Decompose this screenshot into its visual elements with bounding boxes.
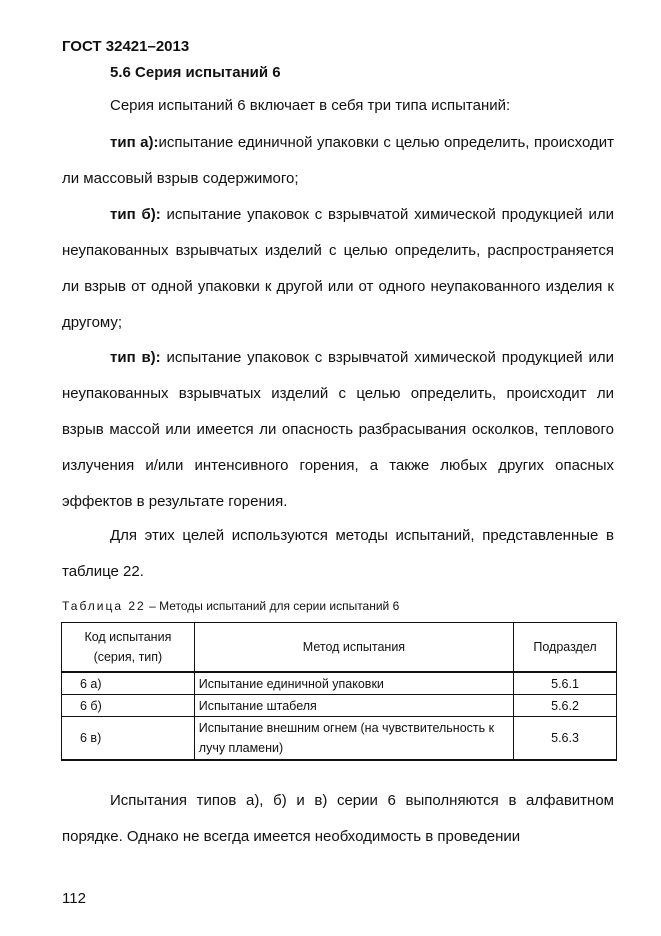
- subsection-cell: 5.6.2: [514, 695, 617, 717]
- intro-paragraph: Серия испытаний 6 включает в себя три типа испытаний:: [110, 97, 511, 114]
- table-header-row: [62, 623, 617, 673]
- test-type-c-label: тип в):: [110, 349, 161, 366]
- subsection-cell: 5.6.1: [514, 672, 617, 695]
- table-row: [62, 672, 617, 695]
- document-header: ГОСТ 32421–2013: [62, 38, 190, 55]
- test-type-a-paragraph: [62, 125, 614, 197]
- column-header-code-line2: (серия, тип): [93, 650, 163, 664]
- conclusion-paragraph: Испытания типов а), б) и в) серии 6 выполняются в алфавитном порядке. Однако не всегда имеется необходимость в проведении: [62, 792, 614, 845]
- column-header-method: Метод испытания: [194, 623, 513, 673]
- column-header-code-line1: Код испытания: [84, 630, 172, 644]
- table-caption-text: – Методы испытаний для серии испытаний 6: [145, 599, 400, 613]
- test-type-b-paragraph: [62, 197, 614, 341]
- column-header-code: [62, 623, 195, 673]
- section-title: 5.6 Серия испытаний 6: [110, 64, 281, 81]
- test-type-c-paragraph: [62, 340, 614, 520]
- column-header-subsection: Подраздел: [514, 623, 617, 673]
- purpose-paragraph: Для этих целей используются методы испытаний, представленные в таблице 22.: [62, 527, 614, 580]
- table-row: [62, 717, 617, 761]
- test-code-cell: 6 в): [62, 717, 195, 761]
- test-type-c-text: испытание упаковок с взрывчатой химической продукцией или неупакованных взрывчатых изделий с целью определить, происходит ли взрыв массой или имеется ли опасность разбрасывания осколков, теплового излучения и/или интенсивного горения, а также любых других опасных эффектов в результате горения.: [62, 349, 615, 510]
- table-caption-prefix: Таблица 22: [62, 599, 146, 613]
- test-type-a-label: тип а):: [110, 134, 159, 151]
- test-method-cell: Испытание внешним огнем (на чувствительность к лучу пламени): [194, 717, 513, 761]
- test-type-a-text: испытание единичной упаковки с целью определить, происходит ли массовый взрыв содержимого;: [62, 134, 614, 187]
- test-methods-table: [61, 622, 617, 761]
- table-row: [62, 695, 617, 717]
- test-method-cell: Испытание штабеля: [194, 695, 513, 717]
- test-type-b-text: испытание упаковок с взрывчатой химической продукцией или неупакованных взрывчатых изделий с целью определить, распространяется ли взрыв от одной упаковки к другой или от одного неупакованного изделия к другому;: [62, 206, 614, 331]
- test-method-cell: Испытание единичной упаковки: [194, 672, 513, 695]
- test-code-cell: 6 б): [62, 695, 195, 717]
- test-type-b-label: тип б):: [110, 206, 161, 223]
- page-number: 112: [62, 890, 86, 907]
- table-caption: [62, 599, 399, 613]
- subsection-cell: 5.6.3: [514, 717, 617, 761]
- test-code-cell: 6 а): [62, 672, 195, 695]
